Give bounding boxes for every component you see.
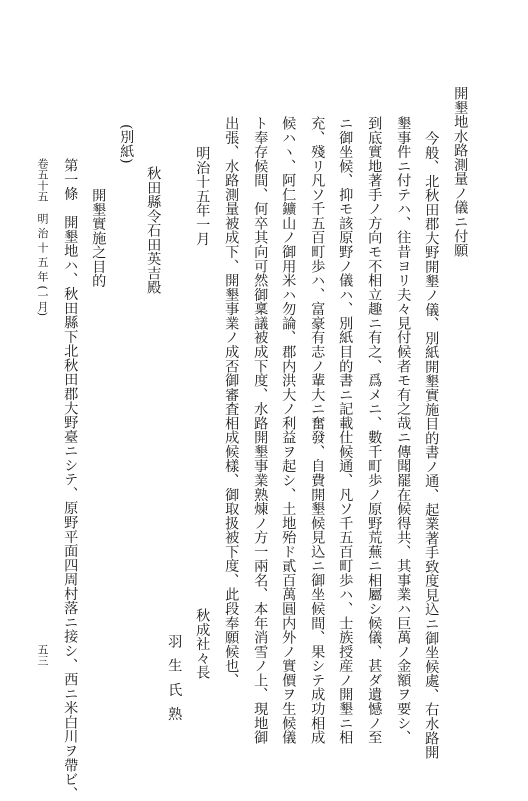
running-footer: 卷五十五 明 治 十 五 年 (一月) xyxy=(36,158,49,317)
body-line-7: ト奉存候間、何卒其向可然御稟議被成下度、水路開墾事業熟煉ノ方一兩名、本年消雪ノ上、現地御 xyxy=(252,116,269,745)
body-line-4: ニ御坐候、抑モ該原野ノ儀ハ、別紙目的書ニ記載仕候通、凡ソ千五百町歩ハ、士族授産ノ開墾ニ相 xyxy=(337,116,354,745)
body-line-5: 充、殘リ凡ソ千五百町歩ハ、富豪有志ノ輩大ニ奮發、自費開墾候見込ニ御坐候間、果シテ成功相成 xyxy=(309,116,326,745)
attachment-label: (別紙) xyxy=(118,124,135,164)
article-one: 第一條 開墾地ハ、秋田縣下北秋田郡大野臺ニシテ、原野平面四周村落ニ接シ、西ニ米白川ヲ帶ビ、 xyxy=(62,158,79,801)
attachment-title: 開墾實施之目的 xyxy=(90,188,107,288)
signer-title: 秋成社々長 xyxy=(194,608,211,680)
document-title: 開墾地水路測量ノ儀ニ付願 xyxy=(452,86,469,258)
signer-name: 羽生氏熟 xyxy=(166,634,183,731)
body-line-3: 到底實地著手ノ方向モ不相立趣ニ有之、爲メニ、數千町歩ノ原野荒蕪ニ相屬シ候儀、甚ダ遺憾ノ至 xyxy=(366,116,383,745)
document-date: 明治十五年一月 xyxy=(194,146,211,246)
body-line-1: 今般、北秋田郡大野開墾ノ儀、別紙開墾實施目的書ノ通、起業著手致度見込ニ御坐候處、右水路開 xyxy=(423,131,440,760)
body-line-8: 出張、水路測量被成下、開墾事業ノ成否御審査相成候樣、御取扱被下度、此段奉願候也、 xyxy=(223,116,240,688)
addressee: 秋田縣令石田英吉殿 xyxy=(145,166,162,295)
body-line-6: 候ハヽ、阿仁鑛山ノ御用米ハ勿論、郡内洪大ノ利益ヲ起シ、土地殆ド貳百萬圓内外ノ實價ヲ生候儀 xyxy=(280,116,297,745)
body-line-2: 墾事件ニ付テハ、往昔ヨリ夫々見付候者モ有之哉ニ傳聞罷在候得共、其事業ハ巨萬ノ金額ヲ要シ、 xyxy=(395,116,412,745)
page-number: 五三 xyxy=(36,644,49,666)
